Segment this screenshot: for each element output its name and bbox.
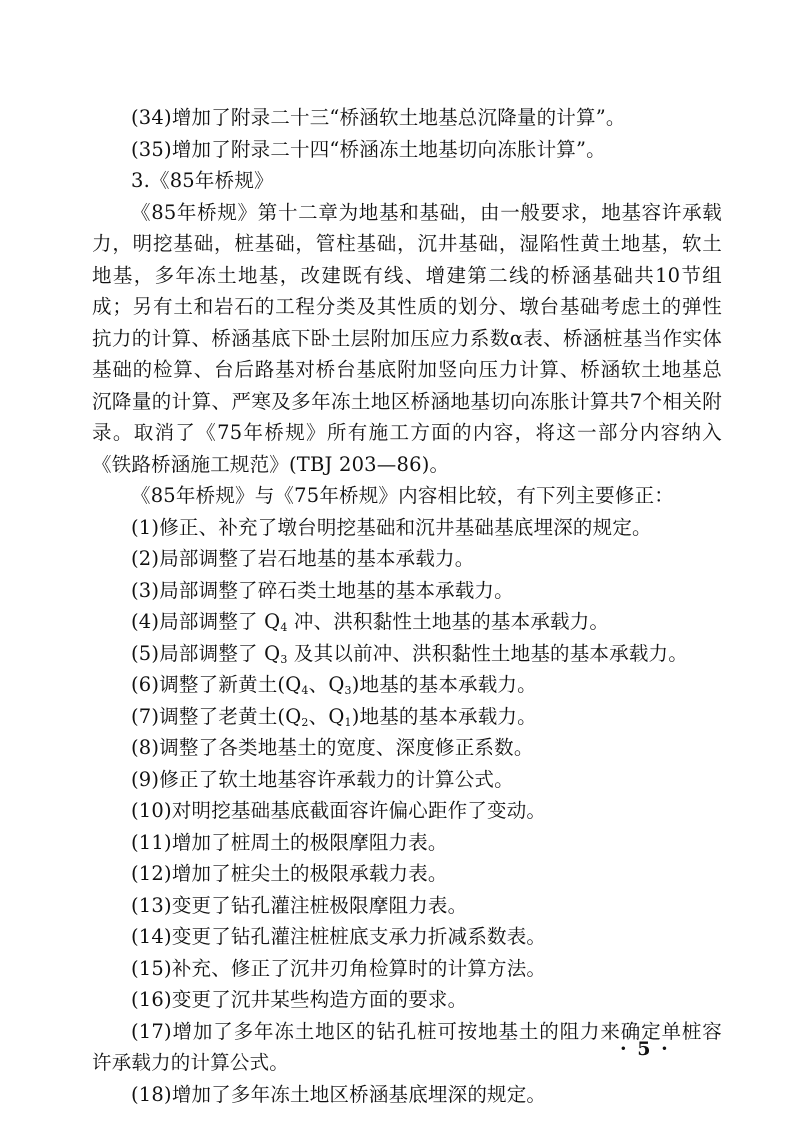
list-item-12: (12)增加了桩尖土的极限承载力表。 <box>131 862 448 885</box>
text-segment: )地基的基本承载力。 <box>351 673 537 696</box>
subscript: 4 <box>301 684 309 697</box>
text-segment: (5)局部调整了 Q <box>131 641 281 665</box>
list-item-10: (10)对明挖基础基底截面容许偏心距作了变动。 <box>131 799 547 822</box>
text-segment: 、Q <box>308 704 345 728</box>
text-segment: (4)局部调整了 Q <box>131 610 281 633</box>
list-item-18: (18)增加了多年冻土地区桥涵基底埋深的规定。 <box>131 1082 547 1106</box>
body-paragraph: 《85年桥规》第十二章为地基和基础，由一般要求，地基容许承载力，明挖基础，桩基础，管柱基础，沉井基础，湿陷性黄土地基，软土地基，多年冻土地基，改建既有线、增建第二线的桥涵基础共10节组成；另有土和岩石的工程分类及其性质的划分、墩台基础考虑土的弹性抗力的计算、桥涵基底下卧土层附加压应力系数α表、桥涵桩基当作实体基础的检算、台后路基对桥台基底附加竖向压力计算、桥涵软土地基总沉降量的计算、严寒及多年冻土地区桥涵地基切向冻胀计算共7个相关附录。取消了《75年桥规》所有施工方面的内容，将这一部分内容纳入《铁路桥涵施工规范》(TBJ 203—86)。 <box>92 200 722 476</box>
subscript: 1 <box>344 715 352 729</box>
text-segment: )地基的基本承载力。 <box>351 704 537 728</box>
text-segment: (7)调整了老黄土(Q <box>131 704 302 728</box>
list-item-13: (13)变更了钻孔灌注桩极限摩阻力表。 <box>131 893 468 917</box>
list-item-5 <box>92 638 722 670</box>
page-number: · 5 · <box>620 1038 670 1060</box>
text-segment: 冲、洪积黏性土地基的基本承载力。 <box>287 610 610 633</box>
list-item-11: (11)增加了桩周土的极限摩阻力表。 <box>131 830 448 854</box>
list-item-4 <box>92 606 722 638</box>
list-item-17: (17)增加了多年冻土地区的钻孔桩可按地基土的阻力来确定单桩容许承载力的计算公式。 <box>92 1019 722 1074</box>
text-segment: 、Q <box>308 673 345 696</box>
list-item-8: (8)调整了各类地基土的宽度、深度修正系数。 <box>131 736 534 759</box>
section-heading: 3.《85年桥规》 <box>131 169 274 192</box>
subscript: 3 <box>344 684 352 697</box>
list-item-16: (16)变更了沉井某些构造方面的要求。 <box>131 988 468 1011</box>
list-item-9: (9)修正了软土地基容许承载力的计算公式。 <box>131 767 514 791</box>
list-item-2: (2)局部调整了岩石地基的基本承载力。 <box>131 547 475 570</box>
list-item-15: (15)补充、修正了沉井刃角检算时的计算方法。 <box>131 956 547 980</box>
list-item-1: (1)修正、补充了墩台明挖基础和沉井基础基底埋深的规定。 <box>131 515 652 539</box>
intro-paragraph: 《85年桥规》与《75年桥规》内容相比较，有下列主要修正： <box>131 484 674 507</box>
list-item-6 <box>92 669 722 701</box>
text-segment: 及其以前冲、洪积黏性土地基的基本承载力。 <box>287 641 688 665</box>
document-body <box>92 102 722 1110</box>
text-segment: (6)调整了新黄土(Q <box>131 673 302 696</box>
list-item-14: (14)变更了钻孔灌注桩桩底支承力折减系数表。 <box>131 925 547 948</box>
subscript: 2 <box>301 715 309 729</box>
list-item-7 <box>92 701 722 733</box>
subscript: 3 <box>280 652 288 666</box>
list-item-34: (34)增加了附录二十三“桥涵软土地基总沉降量的计算”。 <box>131 106 626 129</box>
list-item-35: (35)增加了附录二十四“桥涵冻土地基切向冻胀计算”。 <box>131 137 606 161</box>
list-item-3: (3)局部调整了碎石类土地基的基本承载力。 <box>131 578 514 602</box>
subscript: 4 <box>280 621 288 634</box>
